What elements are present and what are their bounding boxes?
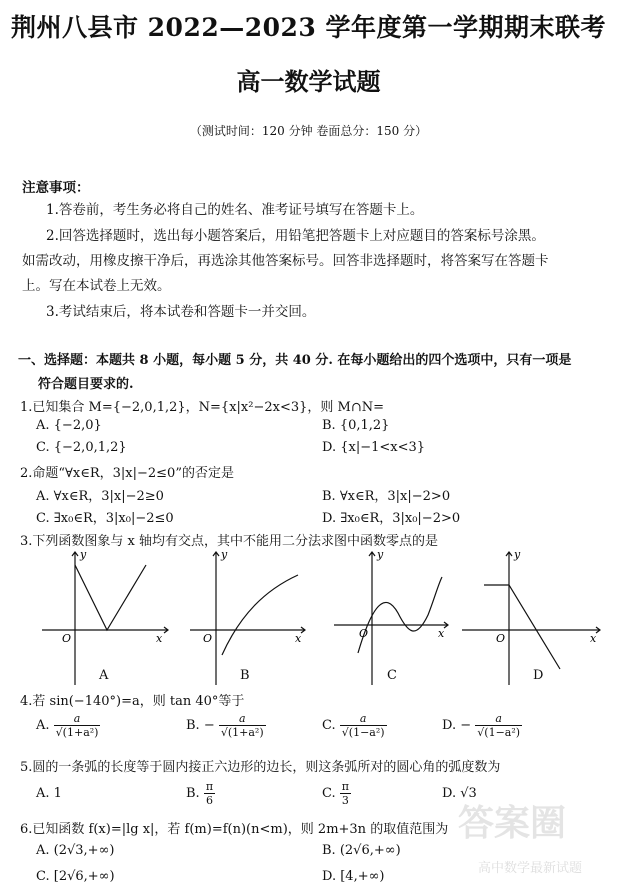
fraction-denominator: √(1−a²) [341, 726, 385, 739]
option-b-fraction [219, 712, 266, 739]
graph-d-label: D [533, 668, 544, 683]
fraction-numerator: a [340, 712, 387, 726]
question-2-option-c: C. ∃x₀∈R，3|x₀|−2≤0 [36, 511, 174, 526]
fraction-numerator: π [205, 780, 214, 793]
graph-b-origin: O [203, 632, 213, 645]
question-2-option-d: D. ∃x₀∈R，3|x₀|−2>0 [322, 511, 461, 526]
graph-d-origin: O [496, 632, 506, 645]
notes-item-2-line1: 2.回答选择题时，选出每小题答案后，用铅笔把答题卡上对应题目的答案标号涂黑。 [46, 228, 545, 244]
question-5-stem: 5.圆的一条弧的长度等于圆内接正六边形的边长，则这条弧所对的圆心角的弧度数为 [20, 760, 501, 775]
question-6-stem: 6.已知函数 f(x)=|lg x|，若 f(m)=f(n)(n<m)，则 2m+3n 的取值范围为 [20, 822, 449, 837]
watermark-caption: 高中数学最新试题 [478, 861, 583, 876]
graph-a-y-label: y [80, 548, 87, 561]
notes-heading: 注意事项： [22, 180, 90, 196]
question-1-option-b: B. {0,1,2} [322, 418, 390, 433]
option-c-fraction [340, 780, 351, 807]
question-1-stem: 1.已知集合 M={−2,0,1,2}，N={x|x²−2x<3}，则 M∩N= [20, 400, 384, 415]
watermark-logo: 答案圈 [458, 803, 567, 844]
fraction-numerator: a [54, 712, 101, 726]
graph-d [462, 552, 600, 685]
notes-item-1: 1.答卷前，考生务必将自己的姓名、准考证号填写在答题卡上。 [46, 202, 424, 218]
fraction-numerator: a [219, 712, 266, 726]
exam-title: 荆州八县市 2022—2023 学年度第一学期期末联考 [10, 13, 607, 42]
fraction-denominator: 6 [205, 794, 213, 807]
fraction-denominator: 3 [341, 794, 349, 807]
question-4-option-c [322, 712, 387, 739]
option-d-prefix: D. − [442, 718, 472, 733]
fraction-numerator: a [475, 712, 522, 726]
fraction-denominator: √(1+a²) [220, 726, 264, 739]
question-4-option-b [186, 712, 266, 739]
graph-a-x-label: x [156, 632, 163, 645]
fraction-denominator: √(1−a²) [477, 726, 521, 739]
question-4-option-d [442, 712, 522, 739]
graph-c-origin: O [359, 627, 369, 640]
option-b-fraction [204, 780, 215, 807]
exam-meta: （测试时间：120 分钟 卷面总分：150 分） [189, 124, 428, 138]
question-5-option-d: D. √3 [442, 786, 477, 801]
option-b-prefix: B. [186, 786, 200, 801]
question-5-option-b [186, 780, 215, 807]
graph-b-label: B [240, 668, 250, 683]
question-2-stem: 2.命题“∀x∈R，3|x|−2≤0”的否定是 [20, 466, 234, 481]
option-c-prefix: C. [322, 786, 336, 801]
option-d-fraction [475, 712, 522, 739]
question-4-option-a [36, 712, 100, 739]
question-1-option-a: A. {−2,0} [36, 418, 102, 433]
graph-c-label: C [387, 668, 397, 683]
fraction-numerator: π [341, 780, 349, 793]
option-a-fraction [54, 712, 101, 739]
option-c-prefix: C. [322, 718, 336, 733]
question-1-option-d: D. {x|−1<x<3} [322, 440, 426, 455]
exam-subtitle: 高一数学试题 [236, 67, 381, 96]
question-6-option-a: A. (2√3,+∞) [36, 843, 115, 858]
question-6-option-c: C. [2√6,+∞) [36, 869, 115, 884]
question-5-option-c [322, 780, 351, 807]
question-1-option-c: C. {−2,0,1,2} [36, 440, 127, 455]
fraction-denominator: √(1+a²) [55, 726, 99, 739]
graph-c-x-label: x [438, 627, 445, 640]
graph-d-x-label: x [590, 632, 597, 645]
option-c-fraction [340, 712, 387, 739]
notes-item-3: 3.考试结束后，将本试卷和答题卡一并交回。 [46, 304, 316, 320]
graph-a-label: A [99, 668, 109, 683]
notes-item-2-line2: 如需改动，用橡皮擦干净后，再选涂其他答案标号。回答非选择题时，将答案写在答题卡 [22, 253, 549, 269]
question-3-graphs [0, 545, 617, 690]
graph-a [42, 552, 168, 685]
question-4-stem: 4.若 sin(−140°)=a，则 tan 40°等于 [20, 694, 245, 709]
question-6-option-d: D. [4,+∞) [322, 869, 385, 884]
graph-a-origin: O [62, 632, 72, 645]
question-5-option-a: A. 1 [36, 786, 62, 801]
graph-b [190, 552, 305, 685]
graph-b-y-label: y [221, 548, 228, 561]
graph-c-y-label: y [377, 548, 384, 561]
question-6-option-b: B. (2√6,+∞) [322, 843, 401, 858]
section-heading: 一、选择题：本题共 8 小题，每小题 5 分，共 40 分. 在每小题给出的四个选项中，只有一项是 [18, 353, 572, 368]
notes-item-2-line3: 上。写在本试卷上无效。 [22, 278, 171, 294]
section-heading-cont: 符合题目要求的. [38, 377, 134, 392]
option-a-prefix: A. [36, 718, 50, 733]
question-2-option-b: B. ∀x∈R，3|x|−2>0 [322, 489, 451, 504]
graph-c [334, 552, 448, 685]
graph-b-x-label: x [295, 632, 302, 645]
question-2-option-a: A. ∀x∈R，3|x|−2≥0 [36, 489, 164, 504]
question-3-stem: 3.下列函数图象与 x 轴均有交点，其中不能用二分法求图中函数零点的是 [20, 534, 438, 549]
graph-d-y-label: y [514, 548, 521, 561]
option-b-prefix: B. − [186, 718, 215, 733]
